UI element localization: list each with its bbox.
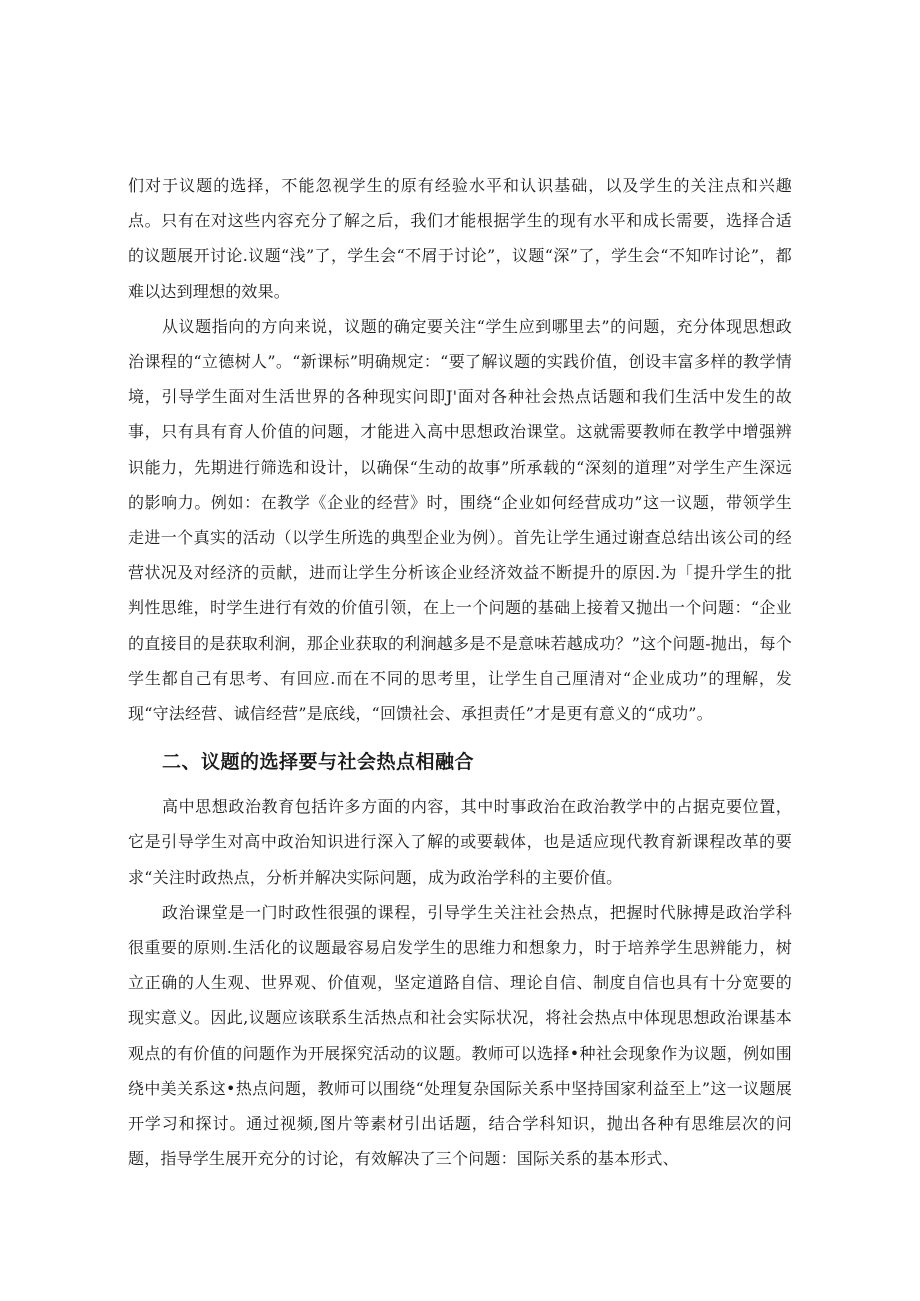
body-paragraph: 高中思想政治教育包括许多方面的内容，其中时事政治在政治教学中的占据克要位置，它是引导学生对高中政治知识进行深入了解的或要载体，也是适应现代教育新课程改革的要求“关注时政热点，分析并解决实际问题，成为政治学科的主要价值。: [128, 797, 792, 887]
body-paragraph: 从议题指向的方向来说，议题的确定要关注“学生应到哪里去”的问题，充分体现思想政治课程的“立德树人”。“新课标”明确规定：“要了解议题的实践价值，创设丰富多样的教学情境，引导学生面对生活世界的各种现实问即J'面对各种社会热点话题和我们生活中发生的故事，只有具有育人价值的问题，才能进入高中思想政治课堂。这就需要教师在教学中增强辨识能力，先期进行筛选和设计，以确保“生动的故事”所承载的“深刻的道理”对学生产生深远的影响力。例如：在教学《企业的经营》时，围绕“企业如何经营成功”这一议题，带领学生走进一个真实的活动（以学生所选的典型企业为例）。首先让学生通过谢查总结出该公司的经营状况及对经济的贡献，进而让学生分析该企业经济效益不断提升的原因.为「提升学生的批判性思维，时学生进行有效的价值引领，在上一个问题的基础上接着又抛出一个问题：“企业的直接目的是获取利涧，那企业获取的利涧越多是不是意味若越成功？”这个问题-抛出，每个学生都自己有思考、有回应.而在不同的思考里，让学生自己厘清对“企业成功”的理解，发现“守法经营、诚信经营”是底线，“回馈社会、承担责任”才是更有意义的“成功”。: [128, 316, 792, 724]
document-page: [128, 168, 792, 1176]
body-paragraph-continued: 们对于议题的选择，不能忽视学生的原有经验水平和认识基础，以及学生的关注点和兴趣点。只有在对这些内容充分了解之后，我们才能根据学生的现有水平和成长需要，选择合适的议题展开讨论.议题“浅”了，学生会“不屑于讨论”，议题“深”了，学生会“不知咋讨论”，都难以达到理想的效果。: [128, 176, 792, 301]
section-heading: 二、议题的选择要与社会热点相融合: [162, 751, 475, 774]
body-paragraph: 政治课堂是一门时政性很强的课程，引导学生关注社会热点，把握时代脉搏是政治学科很重要的原则.生活化的议题最容易启发学生的思维力和想象力，时于培养学生思辨能力，树立正确的人生观、世界观、价值观，坚定道路自信、理论自信、制度自信也具有十分宽要的现实意义。因此,议题应该联系生活热点和社会实际状况，将社会热点中体现思想政治课基本观点的有价值的问题作为开展探究活动的议题。教师可以选择•种社会现象作为议题，例如围绕中美关系这•热点问题，教师可以围绕“处理复杂国际关系中坚持国家利益至上”这一议题展开学习和探讨。通过视频,图片等素材引出话题，结合学科知识，抛出各种有思维层次的问题，指导学生展开充分的讨论，有效解决了三个问题：国际关系的基本形式、: [128, 902, 792, 1169]
